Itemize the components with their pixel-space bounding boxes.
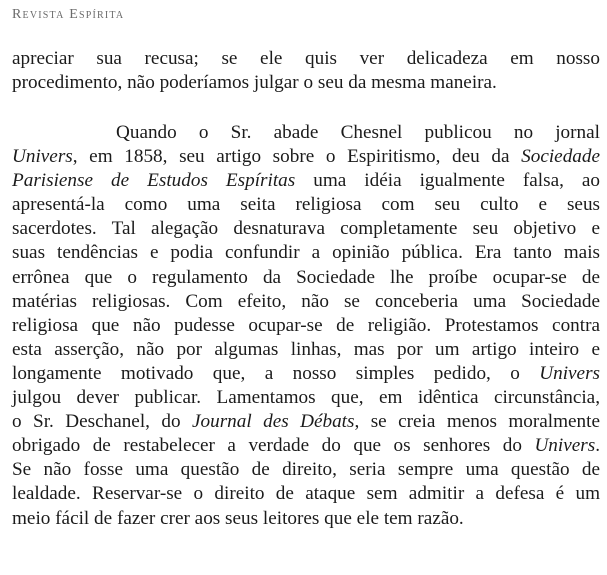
paragraph-2 [12,121,600,531]
text-run: errônea que o regulamento da Sociedade lhe proíbe ocupar-se de [12,266,600,288]
text-line [12,145,600,169]
text-run: uma idéia igualmente falsa, ao [295,170,601,192]
text-run: sacerdotes. Tal alegação desnaturava completamente seu objetivo e [12,218,600,240]
text-line [12,241,600,265]
text-line [12,266,600,290]
text-run: julgou dever publicar. Lamentamos que, em idêntica circunstância, [12,387,600,409]
italic-run: Journal des Débats [192,411,355,433]
text-line [12,314,600,338]
italic-run: Univers [539,362,600,384]
text-run: lealdade. Reservar-se o direito de ataque sem admitir a defesa é um [12,483,600,505]
text-run: meio fácil de fazer crer aos seus leitores que ele tem razão. [12,507,464,529]
text-run: Quando o Sr. abade Chesnel publicou no jornal [116,122,600,143]
paragraph-1 [12,47,600,95]
text-line [12,47,600,71]
text-line [12,482,600,506]
text-line [12,362,600,386]
text-run: , em 1858, seu artigo sobre o Espiritismo, deu da [72,146,522,168]
running-head: Revista Espírita [12,7,125,22]
italic-run: Univers [534,435,596,457]
text-run: esta asserção, não por algumas linhas, mas por um artigo inteiro e [12,338,600,360]
text-line [12,434,600,458]
text-line [12,410,600,434]
text-line [12,71,600,95]
text-line [12,217,600,241]
text-line [12,338,600,362]
text-line [12,169,600,193]
text-line [12,458,600,482]
text-line [12,507,600,531]
text-run: suas tendências e podia confundir a opinião pública. Era tanto mais [12,242,600,264]
text-run: apresentá-la como uma seita religiosa com seu culto e seus [12,194,600,216]
text-run: religiosa que não pudesse ocupar-se de religião. Protestamos contra [12,314,600,336]
text-run: obrigado de restabelecer a verdade do que os senhores do [12,435,535,457]
text-run: , se creia menos moralmente [354,411,600,433]
text-line [12,193,600,217]
italic-run: Parisiense de Estudos Espíritas [12,170,296,192]
text-run: . [595,435,600,457]
text-run: longamente motivado que, a nosso simples pedido, o [12,362,540,384]
text-run: matérias religiosas. Com efeito, não se conceberia uma Sociedade [12,290,600,312]
italic-run: Sociedade [521,146,600,168]
text-run: apreciar sua recusa; se ele quis ver delicadeza em nosso [12,48,600,69]
text-line [12,386,600,410]
text-line [12,290,600,314]
text-line [12,121,600,145]
text-run: Se não fosse uma questão de direito, seria sempre uma questão de [12,459,600,481]
italic-run: Univers [12,146,73,168]
text-run: procedimento, não poderíamos julgar o seu da mesma maneira. [12,72,497,94]
text-run: o Sr. Deschanel, do [12,411,192,433]
